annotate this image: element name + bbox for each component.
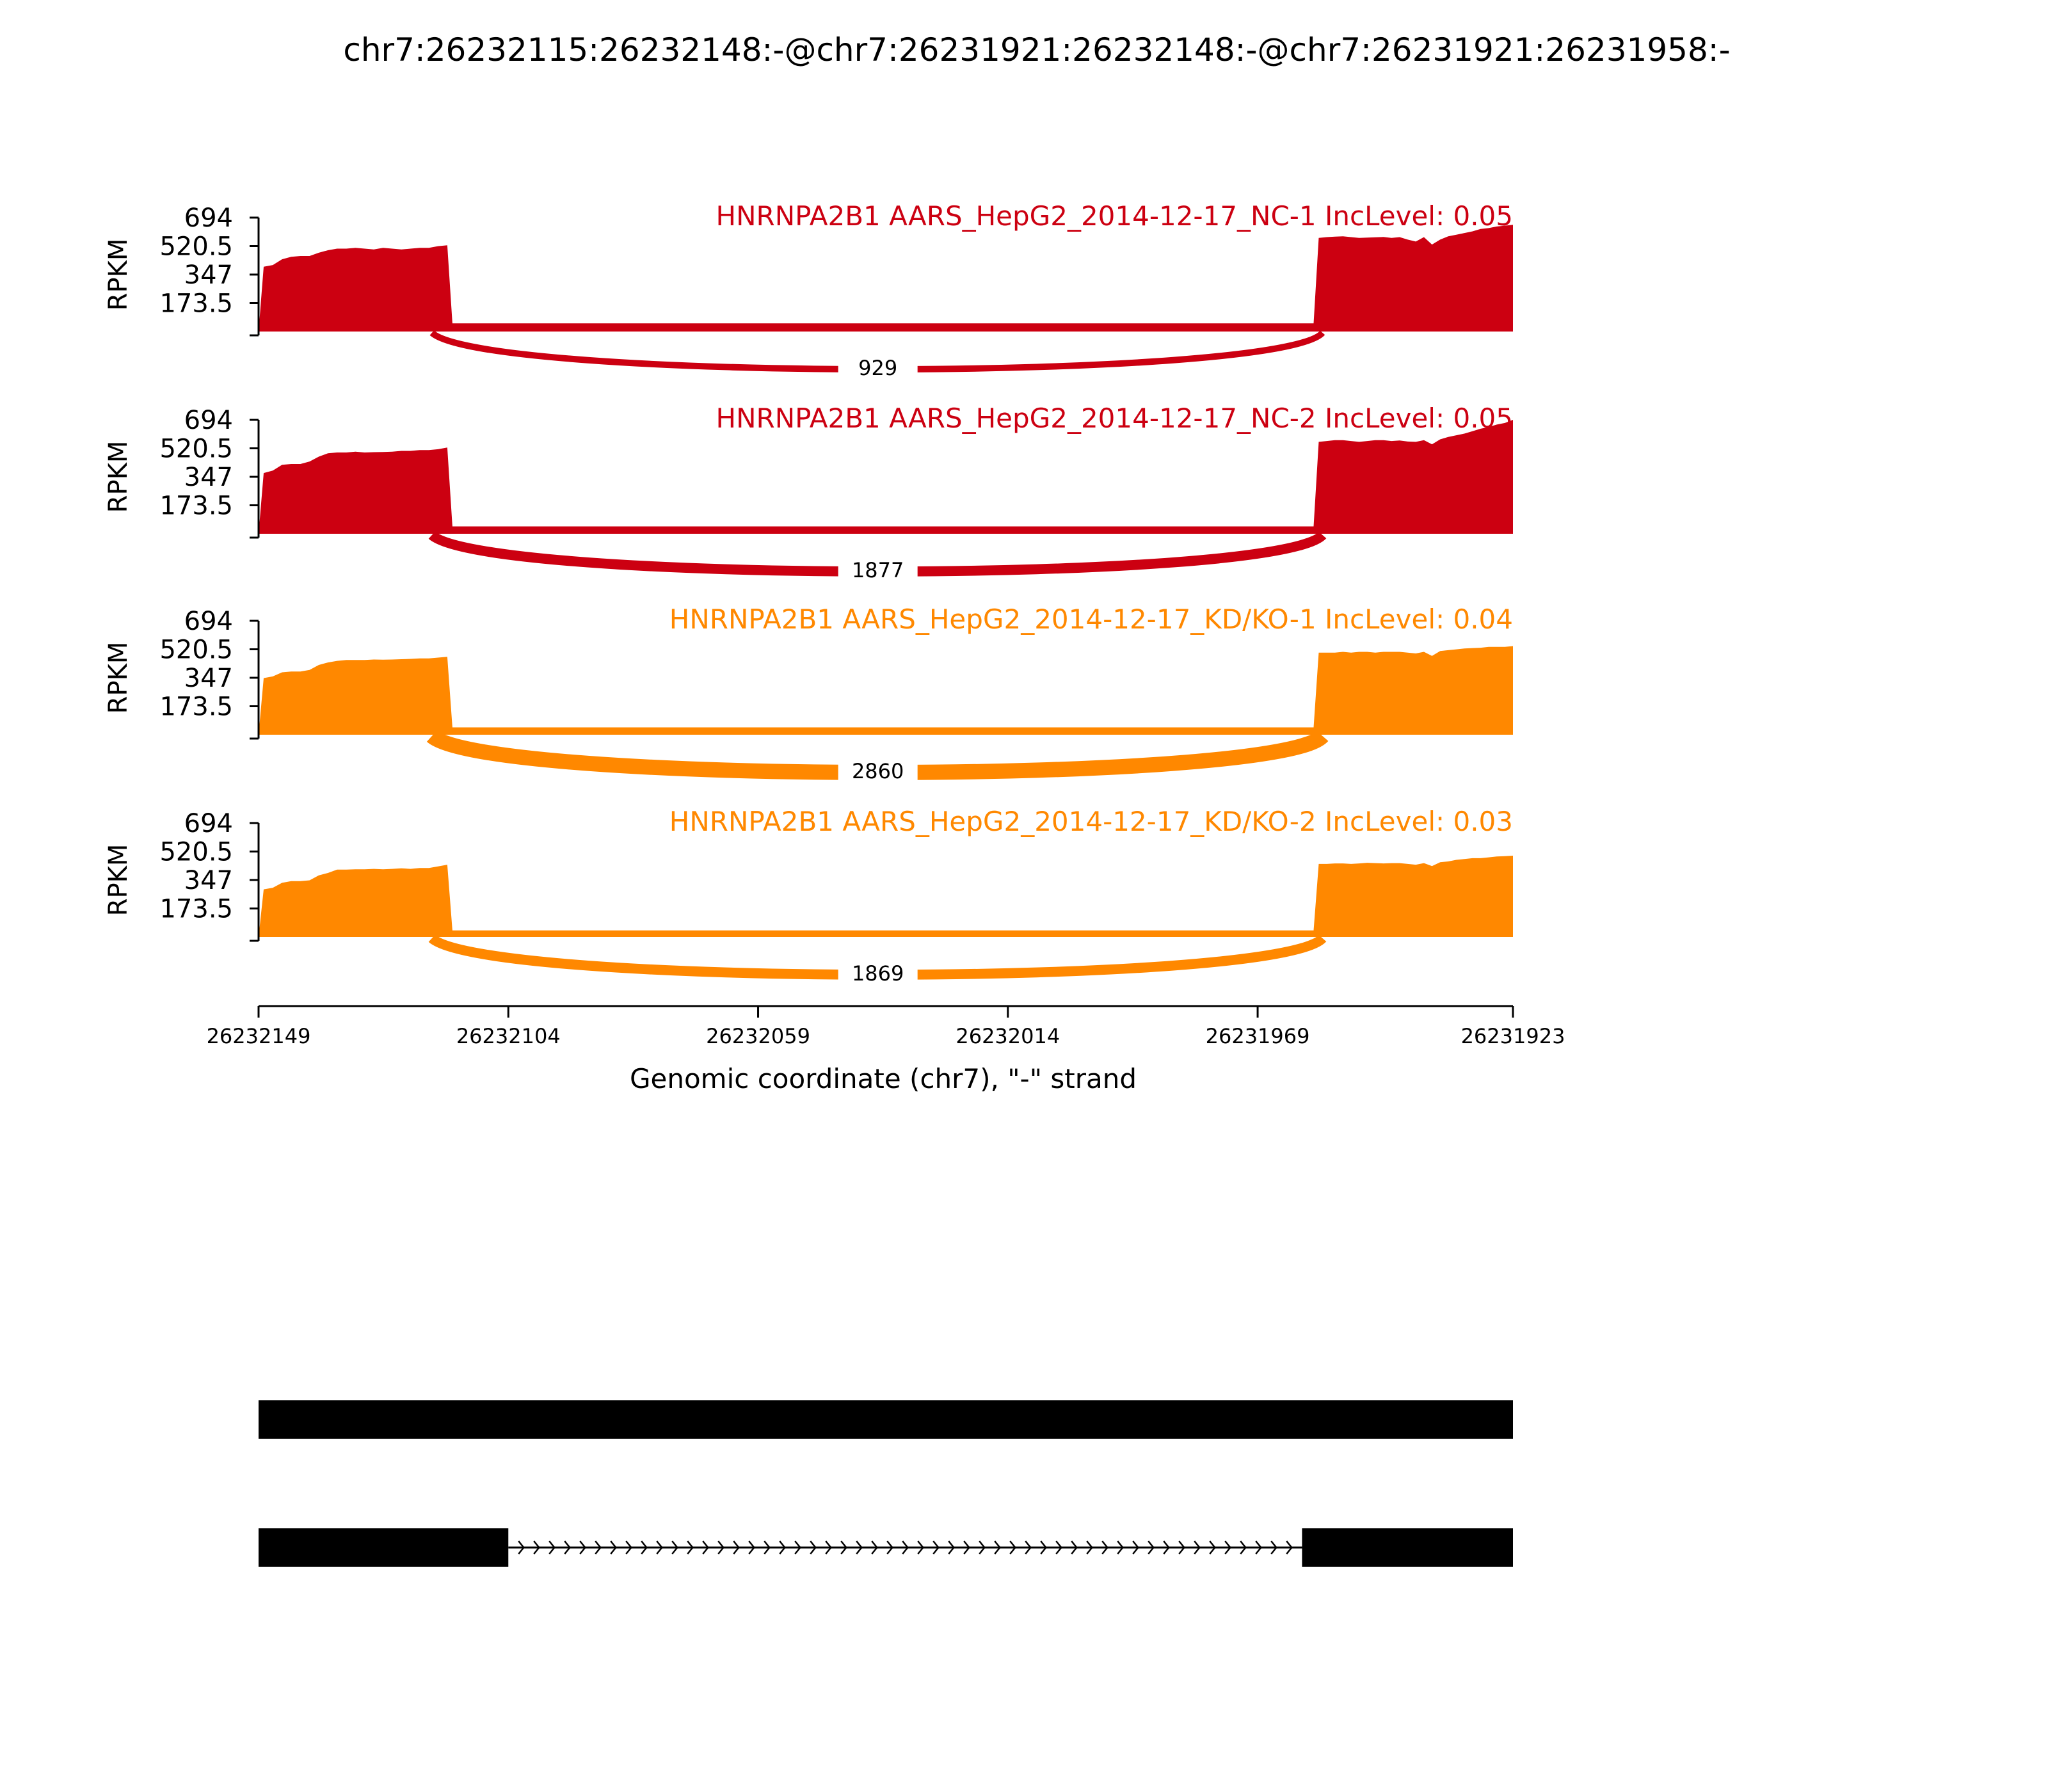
- y-tick-label: 173.5: [159, 491, 233, 521]
- track-title: HNRNPA2B1 AARS_HepG2_2014-12-17_NC-2 IncLevel: 0.05: [716, 403, 1513, 434]
- y-tick-label: 520.5: [159, 434, 233, 464]
- y-tick-label: 347: [184, 463, 233, 492]
- x-tick-label: 26232149: [206, 1024, 311, 1048]
- y-tick-label: 694: [184, 204, 233, 233]
- figure-title: chr7:26232115:26232148:-@chr7:26231921:26232148:-@chr7:26231921:26231958:-: [343, 31, 1731, 68]
- x-tick-label: 26232014: [956, 1024, 1060, 1048]
- junction-count-label: 1869: [851, 961, 904, 986]
- junction-count-label: 929: [858, 356, 898, 380]
- exon-block: [1302, 1528, 1513, 1567]
- y-tick-label: 520.5: [159, 232, 233, 262]
- y-tick-label: 347: [184, 866, 233, 895]
- y-tick-label: 694: [184, 809, 233, 838]
- y-tick-label: 520.5: [159, 635, 233, 665]
- track-title: HNRNPA2B1 AARS_HepG2_2014-12-17_KD/KO-2 IncLevel: 0.03: [669, 806, 1513, 837]
- y-axis-label: RPKM: [104, 844, 133, 916]
- exon-block: [259, 1400, 1513, 1439]
- y-tick-label: 173.5: [159, 692, 233, 722]
- y-tick-label: 694: [184, 406, 233, 435]
- y-axis-label: RPKM: [104, 440, 133, 513]
- x-tick-label: 26232104: [456, 1024, 561, 1048]
- y-tick-label: 520.5: [159, 837, 233, 867]
- y-tick-label: 347: [184, 260, 233, 290]
- junction-count-label: 1877: [851, 558, 904, 582]
- y-axis-label: RPKM: [104, 238, 133, 311]
- junction-count-label: 2860: [851, 759, 904, 783]
- x-tick-label: 26231969: [1205, 1024, 1310, 1048]
- y-tick-label: 347: [184, 664, 233, 693]
- exon-block: [259, 1528, 508, 1567]
- x-axis-label: Genomic coordinate (chr7), "-" strand: [629, 1063, 1137, 1094]
- track-title: HNRNPA2B1 AARS_HepG2_2014-12-17_NC-1 IncLevel: 0.05: [716, 200, 1513, 232]
- x-tick-label: 26231923: [1460, 1024, 1565, 1048]
- y-tick-label: 173.5: [159, 289, 233, 319]
- y-tick-label: 694: [184, 607, 233, 636]
- x-tick-label: 26232059: [706, 1024, 810, 1048]
- track-title: HNRNPA2B1 AARS_HepG2_2014-12-17_KD/KO-1 IncLevel: 0.04: [669, 604, 1513, 635]
- isoform-1: [259, 1400, 1513, 1439]
- y-axis-label: RPKM: [104, 641, 133, 714]
- y-tick-label: 173.5: [159, 894, 233, 924]
